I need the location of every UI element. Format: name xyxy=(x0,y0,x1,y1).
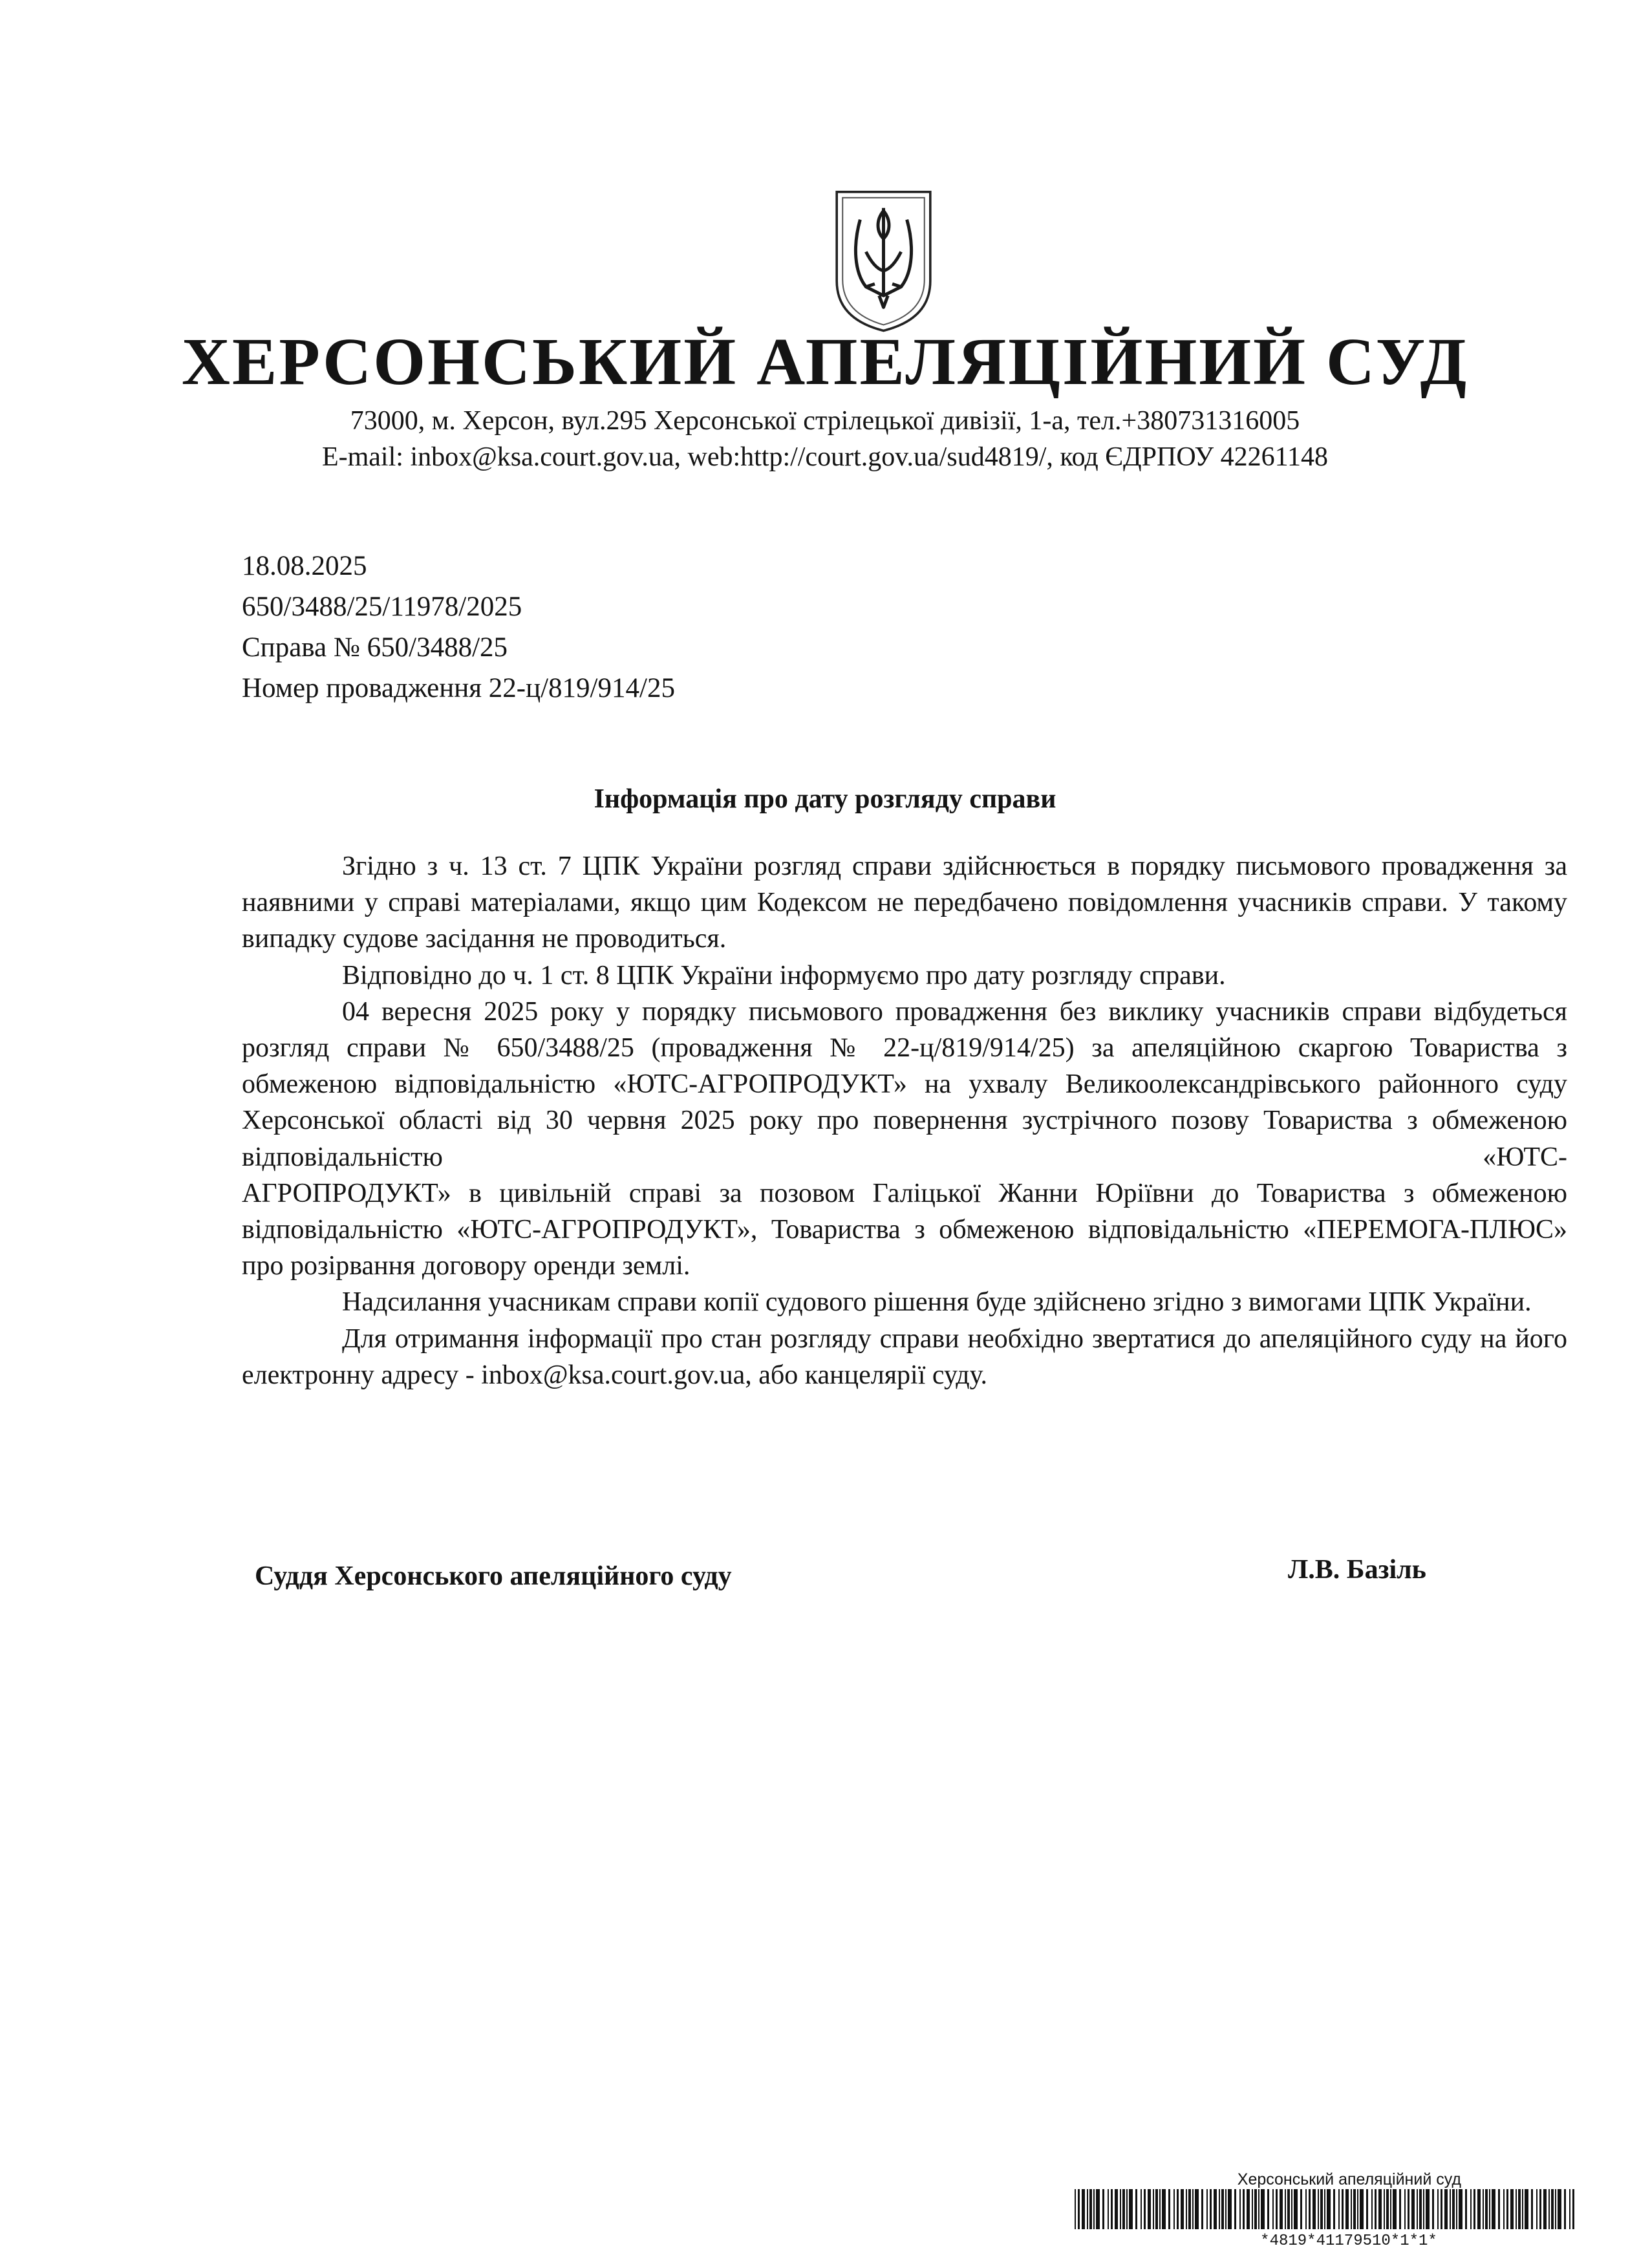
body-paragraph: АГРОПРОДУКТ» в цивільній справі за позовом Галіцької Жанни Юріївни до Товариства з обмеженою відповідальністю «ЮТС-АГРОПРОДУКТ», Товариства з обмеженою відповідальністю «ПЕРЕМОГА-ПЛЮС» про розірвання договору оренди землі. xyxy=(242,1178,1567,1281)
court-address: 73000, м. Херсон, вул.295 Херсонської стрілецької дивізії, 1-а, тел.+380731316005 xyxy=(350,406,1300,436)
body-paragraph: Відповідно до ч. 1 ст. 8 ЦПК України інформуємо про дату розгляду справи. xyxy=(342,960,1226,990)
body-paragraph: 04 вересня 2025 року у порядку письмового провадження без виклику учасників справи відбудеться розгляд справи № 650/3488/25 (провадження № 22-ц/819/914/25) за апеляційною скаргою Товариства з обмеженою відповідальністю «ЮТС-АГРОПРОДУКТ» на ухвалу Великоолександрівського районного суду Херсонської області від 30 червня 2025 року про повернення зустрічного позову Товариства з обмеженою відповідальністю «ЮТС- xyxy=(242,996,1567,1172)
body-paragraph: Згідно з ч. 13 ст. 7 ЦПК України розгляд справи здійснюється в порядку письмового провадження за наявними у справі матеріалами, якщо цим Кодексом не передбачено повідомлення учасників справи. У такому випадку судове засідання не проводиться. xyxy=(242,851,1567,954)
case-number: Справа № 650/3488/25 xyxy=(242,632,508,663)
court-name-heading: ХЕРСОНСЬКИЙ АПЕЛЯЦІЙНИЙ СУД xyxy=(181,325,1469,399)
stamp-label: Херсонський апеляційний суд xyxy=(1237,2170,1461,2188)
proceeding-number: Номер провадження 22-ц/819/914/25 xyxy=(242,673,675,703)
body-paragraph: Надсилання учасникам справи копії судового рішення буде здійснено згідно з вимогами ЦПК України. xyxy=(342,1287,1532,1318)
document-date: 18.08.2025 xyxy=(242,551,367,581)
signer-title: Суддя Херсонського апеляційного суду xyxy=(255,1561,732,1591)
court-contacts: E-mail: inbox@ksa.court.gov.ua, web:http://court.gov.ua/sud4819/, код ЄДРПОУ 42261148 xyxy=(321,442,1329,472)
barcode-icon xyxy=(1073,2189,1578,2229)
document-title: Інформація про дату розгляду справи xyxy=(594,784,1056,814)
outgoing-number: 650/3488/25/11978/2025 xyxy=(242,592,522,622)
coat-of-arms-icon xyxy=(831,187,936,334)
document-body xyxy=(242,848,1567,1393)
document-meta xyxy=(242,546,675,709)
signer-name: Л.В. Базіль xyxy=(1288,1555,1426,1585)
body-paragraph: Для отримання інформації про стан розгляду справи необхідно звертатися до апеляційного суду на його електронну адресу - inbox@ksa.court.gov.ua, або канцелярії суду. xyxy=(242,1323,1567,1390)
barcode-number: *4819*41179510*1*1* xyxy=(1260,2232,1437,2250)
